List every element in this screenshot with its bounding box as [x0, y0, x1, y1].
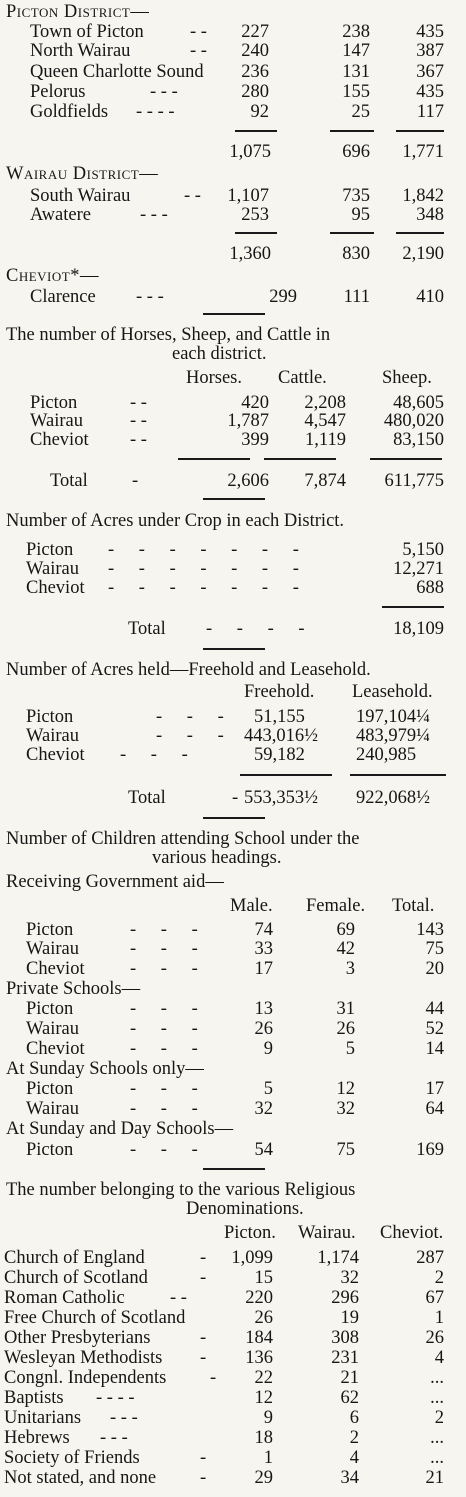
row-label: Cheviot: [26, 959, 85, 979]
cell-value: 2: [434, 1268, 444, 1288]
leader-dots: - - -: [120, 745, 198, 765]
cell-value: 9: [263, 1408, 273, 1428]
cell-value: 51,155: [254, 707, 305, 727]
section-heading: Wairau District—: [6, 164, 159, 184]
row-label: Unitarians: [4, 1408, 82, 1428]
section-divider: [203, 648, 265, 650]
cell-value: 26: [425, 1328, 444, 1348]
total-label: Total: [128, 619, 166, 639]
leader-dots: - - -: [140, 205, 168, 225]
leader-dots: - - -: [130, 939, 208, 959]
section-title: each district.: [172, 344, 267, 364]
cell-value: 5,150: [402, 540, 444, 560]
cell-value: 95: [351, 205, 370, 225]
row-label: Roman Catholic: [4, 1288, 125, 1308]
cell-value: 735: [342, 186, 370, 206]
row-label: Church of Scotland: [4, 1268, 148, 1288]
sum-rule: [370, 458, 442, 460]
cell-value: 54: [254, 1140, 273, 1160]
column-header: Picton.: [224, 1223, 276, 1243]
cell-value: 21: [340, 1368, 359, 1388]
row-label: Congnl. Independents: [4, 1368, 167, 1388]
leader-dots: -: [200, 1448, 207, 1468]
leader-dots: -: [132, 471, 139, 491]
leader-dots: -: [200, 1468, 207, 1488]
group-heading: At Sunday Schools only—: [6, 1059, 204, 1079]
cell-value: 20: [425, 959, 444, 979]
column-header: Female.: [306, 896, 366, 916]
cell-value: 184: [245, 1328, 273, 1348]
row-label: Picton: [26, 1079, 74, 1099]
cell-value: 12: [254, 1388, 273, 1408]
cell-value: 348: [416, 205, 444, 225]
cell-value: 1,107: [227, 186, 269, 206]
cell-value: 17: [425, 1079, 444, 1099]
cell-value: 33: [254, 939, 273, 959]
row-label: Wairau: [30, 411, 83, 431]
row-label: Free Church of Scotland: [4, 1308, 186, 1328]
column-header: Sheep.: [382, 368, 432, 388]
row-label: Wairau: [26, 559, 79, 579]
leader-dots: -: [200, 1268, 207, 1288]
cell-value: 143: [416, 920, 444, 940]
cell-value: 367: [416, 62, 444, 82]
cell-value: 12,271: [393, 559, 444, 579]
cell-value: 74: [254, 920, 273, 940]
cell-value: 59,182: [254, 745, 305, 765]
cell-value: 12: [336, 1079, 355, 1099]
cell-value: 688: [416, 578, 444, 598]
cell-value: 1,787: [227, 411, 269, 431]
row-label: North Wairau: [30, 41, 131, 61]
cell-value: 1,099: [231, 1248, 273, 1268]
leader-dots: - -: [130, 411, 147, 431]
cell-value: 29: [254, 1468, 273, 1488]
cell-value: 197,104¼: [356, 707, 430, 727]
row-label: Pelorus: [30, 82, 86, 102]
leader-dots: - -: [130, 393, 147, 413]
cell-value: 62: [340, 1388, 359, 1408]
cell-value: 1: [263, 1448, 273, 1468]
leader-dots: - - - -: [206, 619, 315, 639]
cell-value: 117: [416, 102, 444, 122]
group-heading: Private Schools—: [6, 979, 141, 999]
cell-value: 64: [425, 1099, 444, 1119]
cell-value: 4: [349, 1448, 359, 1468]
section-title: Number of Acres under Crop in each District.: [6, 511, 345, 531]
sum-rule: [235, 130, 277, 132]
cell-value: 240: [241, 41, 269, 61]
leader-dots: - -: [190, 22, 207, 42]
cell-value: 410: [416, 287, 444, 307]
leader-dots: - -: [184, 186, 201, 206]
sum-rule: [330, 232, 374, 234]
row-label: Picton: [26, 540, 74, 560]
leader-dots: -: [200, 1328, 207, 1348]
section-heading: Cheviot*—: [6, 266, 99, 286]
cell-value: 34: [340, 1468, 359, 1488]
group-heading: At Sunday and Day Schools—: [6, 1119, 234, 1139]
cell-value: 387: [416, 41, 444, 61]
row-label: Baptists: [4, 1388, 64, 1408]
sum-rule: [330, 130, 374, 132]
cell-value: 4,547: [304, 411, 346, 431]
cell-value: 75: [425, 939, 444, 959]
leader-dots: - - -: [130, 999, 208, 1019]
row-label: Picton: [26, 999, 74, 1019]
sum-rule: [396, 130, 444, 132]
cell-value: 3: [345, 959, 355, 979]
cell-value: 287: [416, 1248, 444, 1268]
leader-dots: -: [200, 1348, 207, 1368]
row-label: South Wairau: [30, 186, 131, 206]
cell-value: 611,775: [384, 471, 444, 491]
section-title: The number belonging to the various Religious: [6, 1180, 356, 1200]
cell-value: 92: [250, 102, 269, 122]
cell-value: 1,771: [402, 142, 444, 162]
cell-value: 399: [241, 430, 269, 450]
cell-value: 26: [254, 1308, 273, 1328]
cell-value: 922,068½: [356, 788, 430, 808]
row-label: Town of Picton: [30, 22, 144, 42]
cell-value: 253: [241, 205, 269, 225]
leader-dots: - - -: [130, 1099, 208, 1119]
cell-value: 111: [343, 287, 370, 307]
leader-dots: - - -: [130, 1019, 208, 1039]
cell-value: 2,190: [402, 244, 444, 264]
row-label: Other Presbyterians: [4, 1328, 151, 1348]
total-label: Total: [128, 788, 166, 808]
sum-rule: [235, 232, 277, 234]
cell-value: 147: [342, 41, 370, 61]
leader-dots: - -: [130, 430, 147, 450]
cell-value: 6: [349, 1408, 359, 1428]
leader-dots: - - -: [110, 1408, 138, 1428]
cell-value: 18: [254, 1428, 273, 1448]
row-label: Clarence: [30, 287, 96, 307]
row-label: Awatere: [30, 205, 91, 225]
cell-value: 420: [241, 393, 269, 413]
cell-value: 42: [336, 939, 355, 959]
sum-rule: [178, 458, 250, 460]
leader-dots: - - - - - - -: [108, 540, 309, 560]
leader-dots: - - -: [150, 82, 178, 102]
leader-dots: - - -: [130, 1079, 208, 1099]
sum-rule: [350, 774, 446, 776]
cell-value: 696: [342, 142, 370, 162]
column-header: Total.: [392, 896, 435, 916]
column-header: Male.: [230, 896, 273, 916]
row-label: Cheviot: [26, 745, 85, 765]
section-title: Number of Acres held—Freehold and Leasehold.: [6, 660, 371, 680]
cell-value: ...: [430, 1448, 444, 1468]
cell-value: ...: [430, 1388, 444, 1408]
cell-value: 4: [434, 1348, 444, 1368]
leader-dots: - -: [170, 1288, 187, 1308]
cell-value: 1: [434, 1308, 444, 1328]
row-label: Church of England: [4, 1248, 145, 1268]
sum-rule: [396, 232, 444, 234]
cell-value: 2: [434, 1408, 444, 1428]
leader-dots: - - - - - - -: [108, 578, 309, 598]
cell-value: 1,842: [402, 186, 444, 206]
section-title: The number of Horses, Sheep, and Cattle in: [6, 325, 331, 345]
cell-value: 1,075: [229, 142, 271, 162]
cell-value: 17: [254, 959, 273, 979]
row-label: Picton: [30, 393, 78, 413]
row-label: Cheviot: [26, 578, 85, 598]
cell-value: 443,016½: [244, 726, 318, 746]
row-label: Cheviot: [26, 1039, 85, 1059]
cell-value: 131: [342, 62, 370, 82]
row-label: Wairau: [26, 939, 79, 959]
cell-value: 136: [245, 1348, 273, 1368]
cell-value: 240,985: [356, 745, 417, 765]
cell-value: 1,174: [317, 1248, 359, 1268]
cell-value: 299: [269, 287, 297, 307]
cell-value: 25: [351, 102, 370, 122]
cell-value: 231: [331, 1348, 359, 1368]
sum-rule: [382, 606, 444, 608]
row-label: Not stated, and none: [4, 1468, 157, 1488]
section-divider: [203, 313, 265, 315]
leader-dots: -: [210, 1368, 217, 1388]
column-header: Freehold.: [244, 682, 315, 702]
cell-value: 5: [263, 1079, 273, 1099]
row-label: Goldfields: [30, 102, 109, 122]
section-heading: Picton District—: [6, 2, 150, 22]
row-label: Hebrews: [4, 1428, 70, 1448]
column-header: Wairau.: [298, 1223, 356, 1243]
cell-value: 236: [241, 62, 269, 82]
leader-dots: - - -: [100, 1428, 128, 1448]
sum-rule: [264, 458, 336, 460]
cell-value: 280: [241, 82, 269, 102]
cell-value: 52: [425, 1019, 444, 1039]
row-label: Society of Friends: [4, 1448, 140, 1468]
cell-value: 75: [336, 1140, 355, 1160]
leader-dots: - - -: [130, 959, 208, 979]
cell-value: 32: [254, 1099, 273, 1119]
leader-dots: - - -: [136, 287, 164, 307]
cell-value: 2: [349, 1428, 359, 1448]
leader-dots: - - -: [130, 1140, 208, 1160]
cell-value: 21: [425, 1468, 444, 1488]
cell-value: 26: [254, 1019, 273, 1039]
cell-value: 5: [345, 1039, 355, 1059]
row-label: Picton: [26, 707, 74, 727]
cell-value: 44: [425, 999, 444, 1019]
cell-value: 83,150: [393, 430, 444, 450]
cell-value: 14: [425, 1039, 444, 1059]
cell-value: ...: [430, 1428, 444, 1448]
cell-value: 830: [342, 244, 370, 264]
cell-value: 169: [416, 1140, 444, 1160]
column-header: Cheviot.: [380, 1223, 444, 1243]
cell-value: 1,119: [305, 430, 346, 450]
cell-value: 435: [416, 22, 444, 42]
sum-rule: [240, 774, 332, 776]
cell-value: 22: [254, 1368, 273, 1388]
cell-value: 227: [241, 22, 269, 42]
cell-value: 7,874: [304, 471, 346, 491]
leader-dots: -: [200, 1248, 207, 1268]
section-divider: [203, 498, 265, 500]
cell-value: 308: [331, 1328, 359, 1348]
section-divider: [203, 817, 265, 819]
column-header: Cattle.: [278, 368, 327, 388]
cell-value: 19: [340, 1308, 359, 1328]
cell-value: 9: [263, 1039, 273, 1059]
cell-value: 18,109: [393, 619, 444, 639]
leader-dots: - - - -: [136, 102, 175, 122]
leader-dots: - - - - - - -: [108, 559, 309, 579]
leader-dots: - - -: [156, 726, 234, 746]
cell-value: 2,208: [304, 393, 346, 413]
row-label: Wairau: [26, 726, 79, 746]
group-heading: Receiving Government aid—: [6, 872, 224, 892]
cell-value: 480,020: [383, 411, 444, 431]
cell-value: 2,606: [227, 471, 269, 491]
row-label: Picton: [26, 920, 74, 940]
row-label: Picton: [26, 1140, 74, 1160]
column-header: Horses.: [186, 368, 243, 388]
leader-dots: - -: [190, 41, 207, 61]
row-label: Wairau: [26, 1019, 79, 1039]
leader-dots: - - -: [130, 920, 208, 940]
row-label: Wesleyan Methodists: [4, 1348, 163, 1368]
leader-dots: - - -: [130, 1039, 208, 1059]
cell-value: 296: [331, 1288, 359, 1308]
section-divider: [203, 1168, 265, 1170]
column-header: Leasehold.: [352, 682, 433, 702]
cell-value: 155: [342, 82, 370, 102]
cell-value: ...: [430, 1368, 444, 1388]
cell-value: 238: [342, 22, 370, 42]
row-label: Queen Charlotte Sound: [30, 62, 204, 82]
cell-value: 15: [254, 1268, 273, 1288]
cell-value: 483,979¼: [356, 726, 430, 746]
cell-value: 13: [254, 999, 273, 1019]
cell-value: 67: [425, 1288, 444, 1308]
cell-value: 26: [336, 1019, 355, 1039]
cell-value: 32: [336, 1099, 355, 1119]
cell-value: 31: [336, 999, 355, 1019]
cell-value: 48,605: [393, 393, 444, 413]
section-title: Denominations.: [186, 1199, 304, 1219]
row-label: Wairau: [26, 1099, 79, 1119]
cell-value: 435: [416, 82, 444, 102]
leader-dots: - - - -: [96, 1388, 135, 1408]
row-label: Cheviot: [30, 430, 89, 450]
cell-value: 32: [340, 1268, 359, 1288]
cell-value: 1,360: [229, 244, 271, 264]
leader-dots: -: [232, 788, 239, 808]
cell-value: 553,353½: [244, 788, 318, 808]
cell-value: 220: [245, 1288, 273, 1308]
section-title: various headings.: [152, 848, 282, 868]
leader-dots: - - -: [156, 707, 234, 727]
total-label: Total: [50, 471, 88, 491]
section-title: Number of Children attending School under the: [6, 829, 360, 849]
cell-value: 69: [336, 920, 355, 940]
